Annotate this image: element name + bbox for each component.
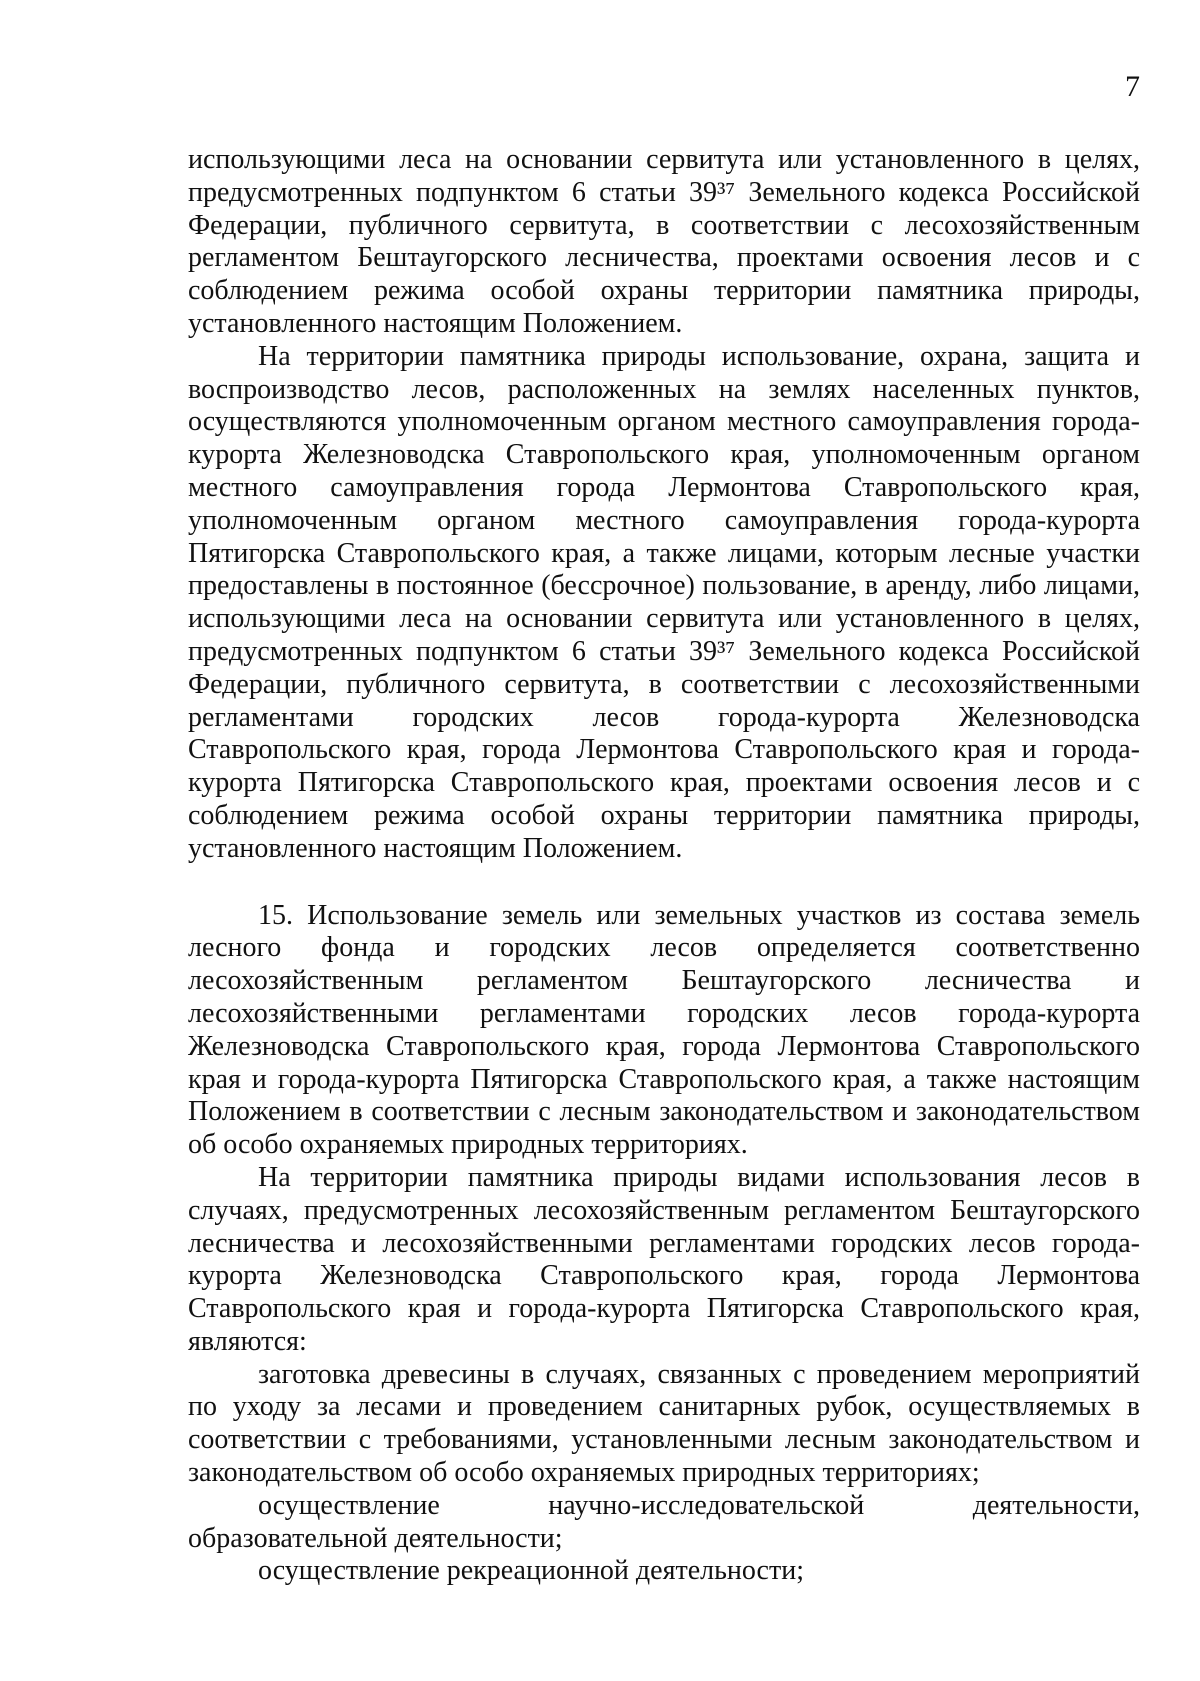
list-item-recreation-activity: осуществление рекреационной деятельности; (258, 1555, 804, 1587)
paragraph-15: 15. Использование земель или земельных участков из состава земель лесного фонда и городских лесов определяется соответственно лесохозяйственным регламентом Бештаугорского лесничества и лесохозяйственными регламентами городских лесов города-курорта Железноводска Ставропольского края, города Лермонтова Ставропольского края и города-курорта Пятигорска Ставропольского края, а также настоящим Положением в соответствии с лесным законодательством и законодательством об особо охраняемых природных территориях. (188, 899, 1140, 1161)
paragraph-1: использующими леса на основании сервитута или установленного в целях, предусмотренных подпунктом 6 статьи 39³⁷ Земельного кодекса Российской Федерации, публичного сервитута, в соответствии с лесохозяйственным регламентом Бештаугорского лесничества, проектами освоения лесов и с соблюдением режима особой охраны территории памятника природы, установленного настоящим Положением. (188, 144, 1140, 339)
paragraph-forest-use-types: На территории памятника природы видами использования лесов в случаях, предусмотренных лесохозяйственным регламентом Бештаугорского лесничества и лесохозяйственными регламентами городских лесов города-курорта Железноводска Ставропольского края, города Лермонтова Ставропольского края и города-курорта Пятигорска Ставропольского края, являются: (188, 1161, 1140, 1357)
list-item-timber-harvesting: заготовка древесины в случаях, связанных с проведением мероприятий по уходу за лесами и проведением санитарных рубок, осуществляемых в соответствии с требованиями, установленными лесным законодательством и законодательством об особо охраняемых природных территориях; (188, 1358, 1140, 1489)
page-number: 7 (1125, 70, 1140, 103)
paragraph-2: На территории памятника природы использование, охрана, защита и воспроизводство лесов, расположенных на землях населенных пунктов, осуществляются уполномоченным органом местного самоуправления города-курорта Железноводска Ставропольского края, уполномоченным органом местного самоуправления города Лермонтова Ставропольского края, уполномоченным органом местного самоуправления города-курорта Пятигорска Ставропольского края, а также лицами, которым лесные участки предоставлены в постоянное (бессрочное) пользование, в аренду, либо лицами, использующими леса на основании сервитута или установленного в целях, предусмотренных подпунктом 6 статьи 39³⁷ Земельного кодекса Российской Федерации, публичного сервитута, в соответствии с лесохозяйственными регламентами городских лесов города-курорта Железноводска Ставропольского края, города Лермонтова Ставропольского края и города-курорта Пятигорска Ставропольского края, проектами освоения лесов и с соблюдением режима особой охраны территории памятника природы, установленного настоящим Положением. (188, 340, 1140, 864)
list-item-research-activity: осуществление научно-исследовательской деятельности, образовательной деятельности; (188, 1489, 1140, 1554)
document-body (188, 144, 1140, 1588)
